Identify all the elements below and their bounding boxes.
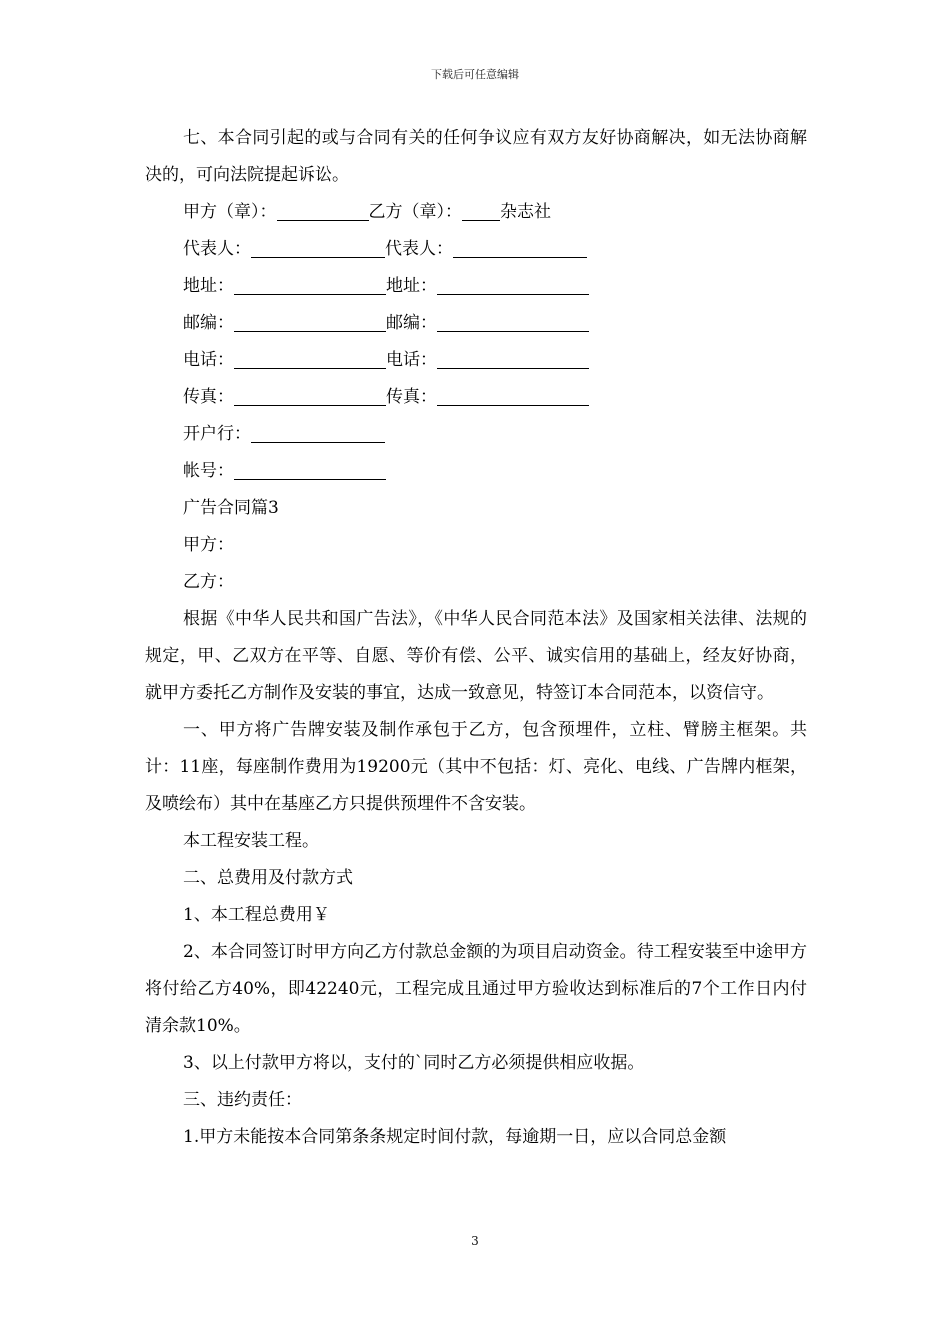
party-b-address-blank <box>437 270 589 295</box>
fax-row <box>145 379 807 416</box>
party-a-phone-blank <box>234 344 386 369</box>
section-2-item-2: 2、本合同签订时甲方向乙方付款总金额的为项目启动资金。待工程安装至中途甲方将付给乙方40%，即42240元，工程完成且通过甲方验收达到标准后的7个工作日内付清余款10%。 <box>145 942 807 1036</box>
bank-row <box>145 416 807 453</box>
section-2-item-3: 3、以上付款甲方将以，支付的`同时乙方必须提供相应收据。 <box>183 1053 645 1073</box>
section-2-item-1: 1、本工程总费用￥ <box>183 905 330 925</box>
party-b-rep-blank <box>453 233 587 258</box>
party-b-postcode-label: 邮编： <box>386 313 437 333</box>
party-a-seal-label: 甲方（章）： <box>183 202 277 222</box>
party-a-line: 甲方： <box>183 535 234 555</box>
party-b-phone-label: 电话： <box>386 350 437 370</box>
party-b-name: 杂志社 <box>500 202 551 222</box>
party-b-line: 乙方： <box>183 572 234 592</box>
bank-label: 开户行： <box>183 424 251 444</box>
account-row <box>145 453 807 490</box>
representative-row <box>145 231 807 268</box>
phone-row <box>145 342 807 379</box>
address-row <box>145 268 807 305</box>
intro-paragraph: 根据《中华人民共和国广告法》，《中华人民合同范本法》及国家相关法律、法规的规定，甲、乙双方在平等、自愿、等价有偿、公平、诚实信用的基础上，经友好协商，就甲方委托乙方制作及安装的事宜，达成一致意见，特签订本合同范本，以资信守。 <box>145 609 807 703</box>
party-a-postcode-blank <box>234 307 386 332</box>
page-number: 3 <box>471 1234 479 1248</box>
party-a-phone-label: 电话： <box>183 350 234 370</box>
party-b-postcode-blank <box>437 307 589 332</box>
party-b-seal-blank <box>462 196 500 221</box>
party-b-rep-label: 代表人： <box>385 239 453 259</box>
section-3-item-1: 1.甲方未能按本合同第条条规定时间付款，每逾期一日，应以合同总金额 <box>183 1127 727 1147</box>
party-a-seal-blank <box>277 196 369 221</box>
section-1: 一、甲方将广告牌安装及制作承包于乙方，包含预埋件，立柱、臂膀主框架。共计：11座，每座制作费用为19200元（其中不包括：灯、亮化、电线、广告牌内框架，及喷绘布）其中在基座乙方只提供预埋件不含安装。 <box>145 720 807 814</box>
party-a-rep-blank <box>251 233 385 258</box>
party-a-address-blank <box>234 270 386 295</box>
seal-row <box>145 194 807 231</box>
party-b-fax-blank <box>437 381 589 406</box>
postcode-row <box>145 305 807 342</box>
party-a-rep-label: 代表人： <box>183 239 251 259</box>
page-header: 下载后可任意编辑 <box>431 68 519 81</box>
party-b-address-label: 地址： <box>386 276 437 296</box>
party-a-postcode-label: 邮编： <box>183 313 234 333</box>
account-label: 帐号： <box>183 461 234 481</box>
section-1-note: 本工程安装工程。 <box>183 831 319 851</box>
party-b-fax-label: 传真： <box>386 387 437 407</box>
party-a-address-label: 地址： <box>183 276 234 296</box>
party-a-fax-label: 传真： <box>183 387 234 407</box>
section-2-heading: 二、总费用及付款方式 <box>183 868 353 888</box>
party-b-phone-blank <box>437 344 589 369</box>
section-3-heading: 三、违约责任： <box>183 1090 302 1110</box>
account-blank <box>234 455 386 480</box>
bank-blank <box>251 418 385 443</box>
document-body <box>145 120 807 1156</box>
party-a-fax-blank <box>234 381 386 406</box>
contract-3-title: 广告合同篇3 <box>183 498 279 518</box>
clause-7: 七、本合同引起的或与合同有关的任何争议应有双方友好协商解决，如无法协商解决的，可向法院提起诉讼。 <box>145 128 807 185</box>
party-b-seal-label: 乙方（章）： <box>368 202 462 222</box>
